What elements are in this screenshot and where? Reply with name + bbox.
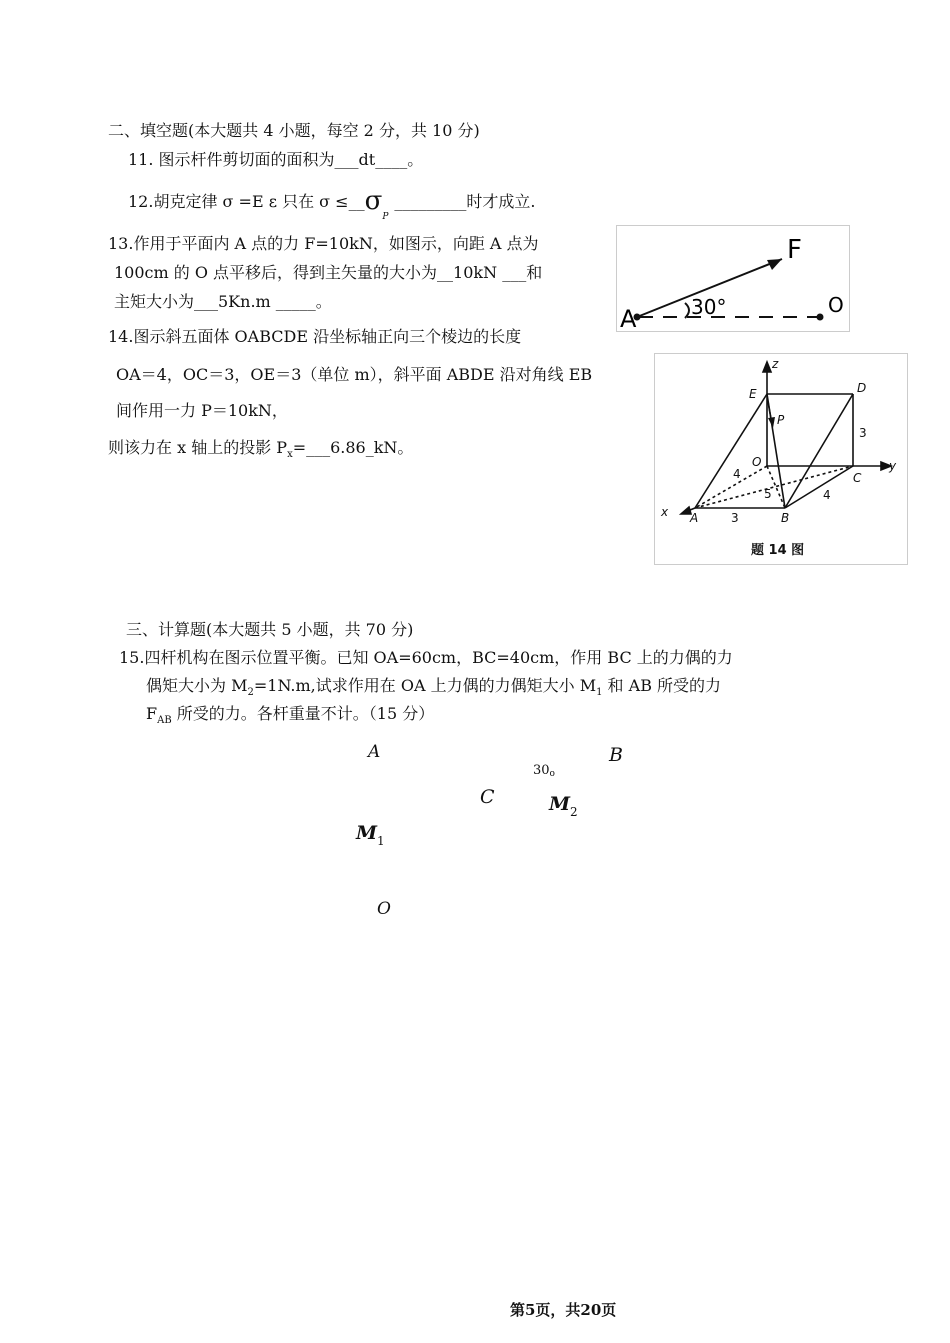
sigma-subscript: P xyxy=(382,212,389,222)
figure-13 xyxy=(616,225,850,332)
section-2-heading: 二、填空题(本大题共 4 小题，每空 2 分，共 10 分) xyxy=(108,121,480,140)
figure-14 xyxy=(654,353,908,565)
fig14-label-O: O xyxy=(752,455,762,469)
fig14-axis-z: z xyxy=(772,357,779,371)
q15-sub-2: 2 xyxy=(247,687,254,699)
question-13-line-2: 100cm 的 O 点平移后，得到主矢量的大小为__10kN ___和 xyxy=(114,263,543,282)
fig15-M2-sub: 2 xyxy=(570,805,578,819)
fig13-label-F: F xyxy=(787,235,802,265)
fig15-M1-sub: 1 xyxy=(377,834,385,848)
page-footer: 第5页，共20页 xyxy=(510,1301,617,1319)
fig14-dim-3-bottom: 3 xyxy=(731,511,739,525)
fig14-label-A: A xyxy=(690,511,699,525)
fig15-label-A: A xyxy=(368,742,381,762)
q12-text-pre: 12.胡克定律 σ =E ε 只在 σ ≤__ xyxy=(128,192,365,211)
fig15-label-O: O xyxy=(377,899,391,919)
question-14-line-2: OA＝4，OC＝3，OE＝3（单位 m），斜平面 ABDE 沿对角线 EB xyxy=(116,365,593,384)
fig15-label-M1 xyxy=(356,822,385,848)
question-15-line-3 xyxy=(146,701,434,726)
fig15-label-M2 xyxy=(549,793,578,819)
fig13-label-O: O xyxy=(828,293,844,317)
q14-subscript-x: x xyxy=(287,449,293,461)
fig13-label-A: A xyxy=(620,305,637,331)
question-15-line-2 xyxy=(146,673,721,698)
fig14-dim-4-left: 4 xyxy=(733,467,741,481)
fig14-label-E: E xyxy=(749,387,757,401)
fig15-label-B: B xyxy=(609,744,623,766)
question-12 xyxy=(128,184,536,222)
fig14-dim-5: 5 xyxy=(764,487,772,501)
q15-sub-AB: AB xyxy=(157,715,172,727)
fig15-M1-letter: M xyxy=(356,822,378,844)
fig13-angle: 30° xyxy=(691,295,727,319)
q15-sub-1: 1 xyxy=(596,687,603,699)
question-14-line-3: 间作用一力 P＝10kN， xyxy=(116,401,288,420)
question-13-line-3: 主矩大小为___5Kn.m _____。 xyxy=(114,292,332,311)
q15-text-c: 和 AB 所受的力 xyxy=(602,676,722,695)
q15-text-F: F xyxy=(146,704,158,723)
fig15-angle-value: 30 xyxy=(533,763,550,778)
q15-text-b: =1N.m,试求作用在 OA 上力偶的力偶矩大小 M xyxy=(253,676,597,695)
q14-text-b: =___6.86_kN。 xyxy=(292,438,414,457)
fig14-caption: 题 14 图 xyxy=(751,543,805,558)
q12-text-post: _________时才成立. xyxy=(394,192,536,211)
fig15-degree: o xyxy=(549,769,555,779)
question-11: 11. 图示杆件剪切面的面积为___dt____。 xyxy=(128,150,424,169)
fig15-label-C: C xyxy=(480,786,495,808)
fig14-label-P: P xyxy=(777,413,785,427)
question-14-line-1: 14.图示斜五面体 OABCDE 沿坐标轴正向三个棱边的长度 xyxy=(108,327,522,346)
fig15-M2-letter: M xyxy=(549,793,571,815)
fig14-axis-y: y xyxy=(889,459,897,473)
fig14-dim-3-right: 3 xyxy=(859,426,867,440)
fig14-axis-x: x xyxy=(661,505,669,519)
q14-text-a: 则该力在 x 轴上的投影 P xyxy=(108,438,288,457)
question-13-line-1: 13.作用于平面内 A 点的力 F=10kN，如图示，向距 A 点为 xyxy=(108,234,539,253)
fig14-label-D: D xyxy=(857,381,867,395)
fig15-angle xyxy=(533,763,555,779)
question-15-line-1: 15.四杆机构在图示位置平衡。已知 OA=60cm，BC=40cm，作用 BC 上的力偶的力 xyxy=(119,648,733,667)
section-3-heading: 三、计算题(本大题共 5 小题，共 70 分) xyxy=(126,620,414,639)
fig14-label-B: B xyxy=(781,511,790,525)
q15-text-d: 所受的力。各杆重量不计。（15 分） xyxy=(171,704,435,723)
fig14-label-C: C xyxy=(853,471,862,485)
sigma-symbol: σ xyxy=(364,186,383,216)
q15-text-a: 偶矩大小为 M xyxy=(146,676,248,695)
question-14-line-4 xyxy=(108,435,413,460)
fig14-dim-4-right: 4 xyxy=(823,488,831,502)
